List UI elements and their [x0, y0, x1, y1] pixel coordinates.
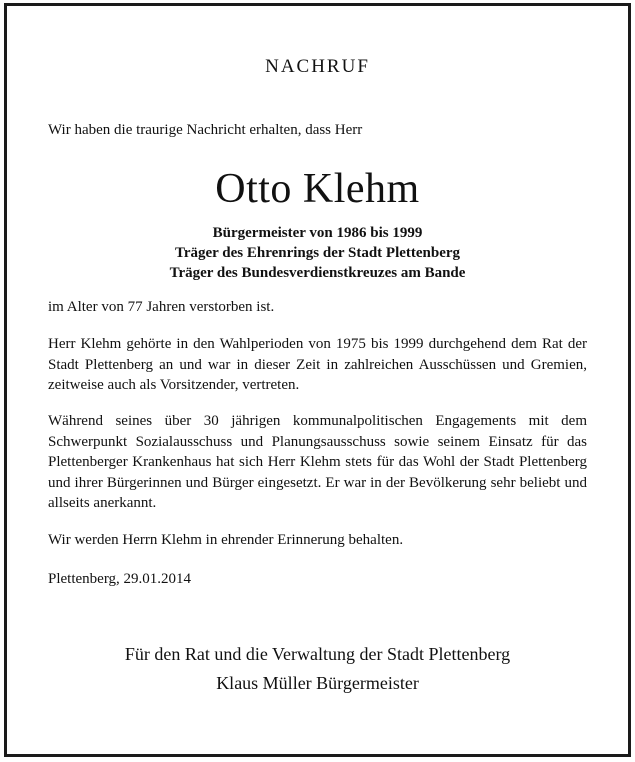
signature-mayor: Klaus Müller Bürgermeister	[216, 673, 419, 693]
notice-title: NACHRUF	[265, 56, 370, 77]
intro-text: Wir haben die traurige Nachricht erhalten, dass Herr	[48, 122, 363, 138]
honor-mayor: Bürgermeister von 1986 bis 1999	[212, 225, 423, 241]
signature-block	[48, 640, 587, 698]
age-line: im Alter von 77 Jahren verstorben ist.	[48, 299, 275, 315]
engagement-paragraph: Während seines über 30 jährigen kommunalpolitischen Engagements mit dem Schwerpunkt Sozialausschuss und Planungsausschuss sowie seinem Einsatz für das Plettenberger Krankenhaus hat sich Herr Klehm stets für das Wohl der Stadt Plettenberg und ihrer Bürgerinnen und Bürger eingesetzt. Er war in der Bevölkerung sehr beliebt und allseits anerkannt.	[48, 413, 587, 511]
deceased-name: Otto Klehm	[215, 166, 420, 212]
honor-ring: Träger des Ehrenrings der Stadt Plettenberg	[174, 245, 461, 261]
obituary-notice	[4, 3, 631, 757]
memory-paragraph: Wir werden Herrn Klehm in ehrender Erinnerung behalten.	[48, 532, 404, 548]
place-date: Plettenberg, 29.01.2014	[48, 571, 192, 587]
honors-list	[48, 223, 587, 283]
council-paragraph: Herr Klehm gehörte in den Wahlperioden von 1975 bis 1999 durchgehend dem Rat der Stadt Plettenberg an und war in dieser Zeit in zahlreichen Ausschüssen und Gremien, zeitweise auch als Vorsitzender, vertreten.	[48, 336, 587, 393]
obituary-content	[48, 6, 587, 754]
signature-organization: Für den Rat und die Verwaltung der Stadt Plettenberg	[124, 644, 511, 664]
honor-cross: Träger des Bundesverdienstkreuzes am Bande	[169, 265, 466, 281]
